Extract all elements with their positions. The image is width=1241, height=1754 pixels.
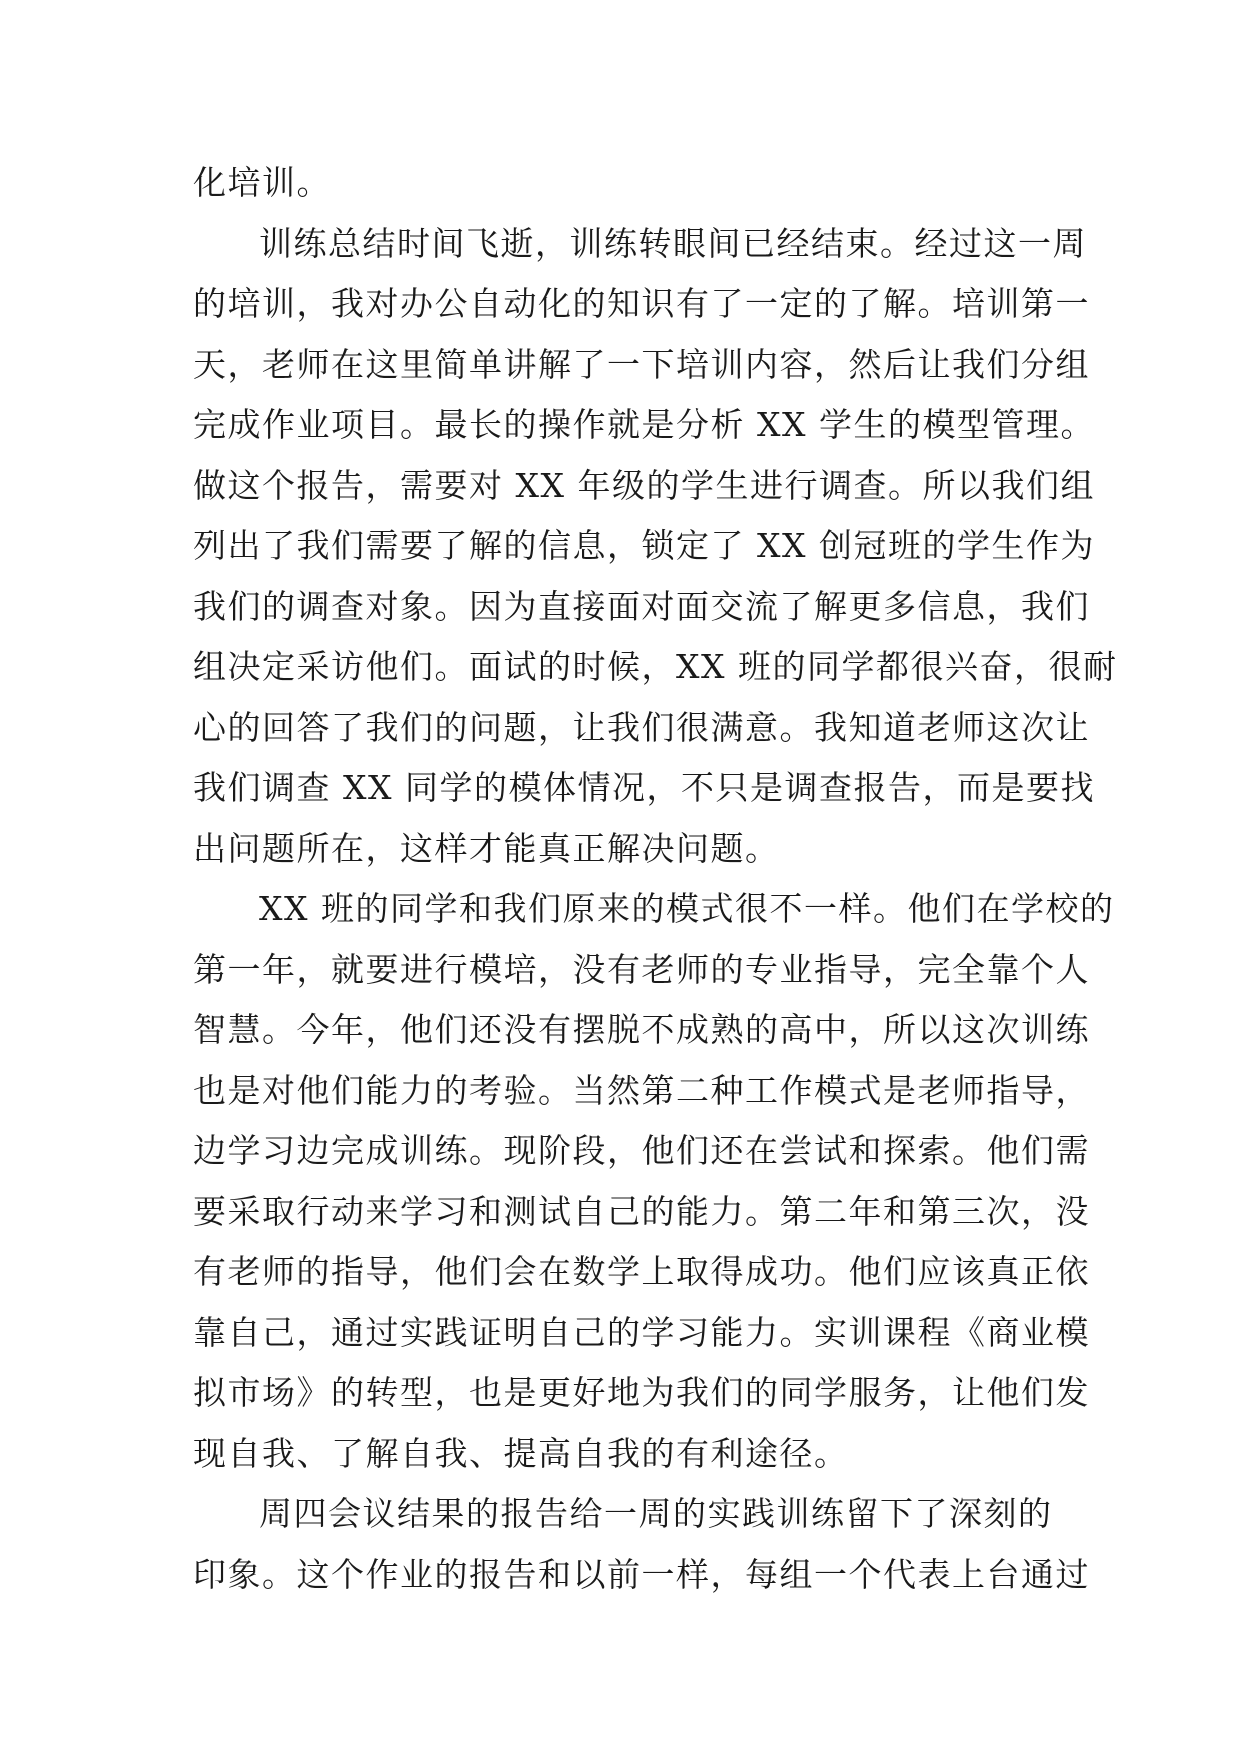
text-line: 现自我、了解自我、提高自我的有利途径。 — [193, 1433, 849, 1473]
text-line: 有老师的指导，他们会在数学上取得成功。他们应该真正依 — [193, 1252, 1090, 1291]
text-line: 训练总结时间飞逝，训练转眼间已经结束。经过这一周 — [259, 223, 1087, 263]
text-line: 也是对他们能力的考验。当然第二种工作模式是老师指导， — [193, 1070, 1090, 1110]
text-line: 我们的调查对象。因为直接面对面交流了解更多信息，我们 — [193, 586, 1090, 626]
document-body — [193, 153, 1118, 1605]
text-line: 出问题所在，这样才能真正解决问题。 — [193, 828, 780, 868]
text-line: 化培训。 — [193, 163, 331, 202]
text-line: 做这个报告，需要对 XX 年级的学生进行调查。所以我们组 — [193, 465, 1095, 505]
text-line: 印象。这个作业的报告和以前一样，每组一个代表上台通过 — [193, 1554, 1090, 1594]
text-line: 的培训，我对办公自动化的知识有了一定的了解。培训第一 — [193, 284, 1090, 323]
text-line: 心的回答了我们的问题，让我们很满意。我知道老师这次让 — [193, 707, 1090, 747]
text-line: 拟市场》的转型，也是更好地为我们的同学服务，让他们发 — [193, 1373, 1090, 1412]
text-line: 列出了我们需要了解的信息，锁定了 XX 创冠班的学生作为 — [193, 526, 1095, 565]
text-line: 组决定采访他们。面试的时候，XX 班的同学都很兴奋，很耐 — [193, 647, 1118, 686]
text-line: 天，老师在这里简单讲解了一下培训内容，然后让我们分组 — [193, 344, 1090, 384]
text-line: 周四会议结果的报告给一周的实践训练留下了深刻的 — [259, 1494, 1053, 1533]
text-line: 靠自己，通过实践证明自己的学习能力。实训课程《商业模 — [193, 1312, 1090, 1352]
text-line: 边学习边完成训练。现阶段，他们还在尝试和探索。他们需 — [193, 1131, 1090, 1170]
text-line: 第一年，就要进行模培，没有老师的专业指导，完全靠个人 — [193, 949, 1090, 989]
text-line: 要采取行动来学习和测试自己的能力。第二年和第三次，没 — [193, 1191, 1090, 1231]
text-line: 我们调查 XX 同学的模体情况，不只是调查报告，而是要找 — [193, 768, 1095, 807]
text-line: 完成作业项目。最长的操作就是分析 XX 学生的模型管理。 — [193, 405, 1095, 444]
text-line: 智慧。今年，他们还没有摆脱不成熟的高中，所以这次训练 — [193, 1010, 1090, 1049]
text-line: XX 班的同学和我们原来的模式很不一样。他们在学校的 — [259, 889, 1115, 928]
